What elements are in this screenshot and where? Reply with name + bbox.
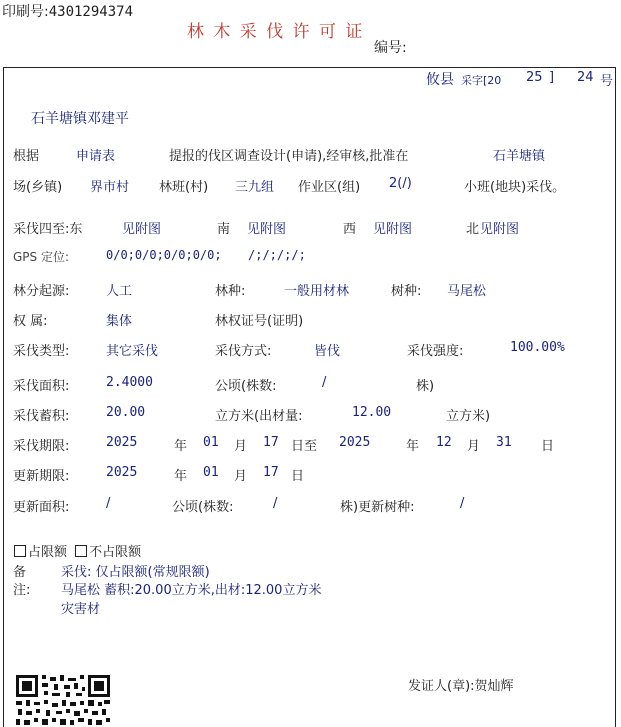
boundary-south-label: 南 <box>217 222 231 237</box>
cutting-method-label: 采伐方式: <box>215 344 272 359</box>
period-start-year: 2025 <box>106 435 138 450</box>
permit-county: 攸县 <box>426 72 454 88</box>
renew-year-unit: 年 <box>174 469 188 484</box>
period-start-month: 01 <box>203 435 219 450</box>
print-number-label: 印刷号: <box>2 4 49 20</box>
basis-doc: 申请表 <box>76 149 116 164</box>
period-end-day: 31 <box>496 435 512 450</box>
not-occupy-quota-label: 不占限额 <box>89 545 142 560</box>
field-label: 场(乡镇) <box>13 180 63 195</box>
subclass-label: 小班(地块)采伐。 <box>464 180 566 195</box>
boundary-south: 见附图 <box>247 222 287 237</box>
cutting-method-value: 皆伐 <box>314 344 341 359</box>
not-occupy-quota-checkbox[interactable] <box>75 545 87 557</box>
permit-number: 24 <box>577 70 594 85</box>
period-start-day: 17 <box>263 435 279 450</box>
gps-value-1: 0/0;0/0;0/0;0/0; <box>106 248 222 262</box>
period-start-month-unit: 月 <box>234 439 248 454</box>
applicant-name: 石羊塘镇邓建平 <box>31 111 129 127</box>
boundary-west-label: 西 <box>343 222 357 237</box>
boundary-north-label: 北 <box>466 222 480 237</box>
period-end-year: 2025 <box>339 435 371 450</box>
remarks-label-2: 注: <box>13 583 31 598</box>
renew-species-value: / <box>460 496 465 511</box>
print-number-row <box>2 1 133 21</box>
remarks-label-1: 备 <box>13 565 27 580</box>
area-value: 2(/) <box>389 176 412 191</box>
origin-label: 林分起源: <box>13 284 70 299</box>
period-to-label: 日至 <box>291 439 318 454</box>
period-end-month-unit: 月 <box>467 439 481 454</box>
permit-year: 25 <box>526 70 543 85</box>
cutting-area-value: 2.4000 <box>106 375 153 390</box>
species-value: 马尾松 <box>447 284 487 299</box>
renew-tree-count: / <box>273 496 278 511</box>
boundary-north: 见附图 <box>480 222 520 237</box>
occupy-quota-label: 占限额 <box>28 545 68 560</box>
permit-suffix: 号 <box>600 74 614 89</box>
issuer-signature: 发证人(章):贺灿辉 <box>408 679 514 694</box>
basis-label: 根据 <box>13 149 40 164</box>
cutting-area-label: 采伐面积: <box>13 379 70 394</box>
gps-label: GPS 定位: <box>13 250 70 264</box>
cutting-intensity-value: 100.00% <box>510 340 565 355</box>
forest-type-value: 一般用材林 <box>284 284 350 299</box>
period-start-year-unit: 年 <box>174 439 188 454</box>
renew-day: 17 <box>263 465 279 480</box>
forest-cert-label: 林权证号(证明) <box>215 314 304 329</box>
permit-frame <box>3 67 616 727</box>
origin-value: 人工 <box>106 284 133 299</box>
renew-day-unit: 日 <box>291 469 305 484</box>
serial-label: 编号: <box>374 40 407 56</box>
group-value: 三九组 <box>235 180 275 195</box>
cutting-type-label: 采伐类型: <box>13 344 70 359</box>
cutting-intensity-label: 采伐强度: <box>407 344 464 359</box>
boundary-east: 见附图 <box>122 222 162 237</box>
quota-row <box>14 541 141 560</box>
gps-value-2: /;/;/;/; <box>248 248 306 262</box>
cutting-volume-unit: 立方米(出材量: <box>215 409 303 424</box>
qr-code-graphic <box>16 675 110 725</box>
period-end-day-unit: 日 <box>541 439 555 454</box>
renew-area-value: / <box>106 496 111 511</box>
forest-class-label: 林班(村) <box>159 180 209 195</box>
qr-code <box>16 675 110 725</box>
renew-period-label: 更新期限: <box>13 469 70 484</box>
cutting-type-value: 其它采伐 <box>106 344 159 359</box>
cutting-volume-value: 20.00 <box>106 405 146 420</box>
period-end-month: 12 <box>436 435 452 450</box>
print-number-value: 4301294374 <box>48 4 134 20</box>
timber-volume-value: 12.00 <box>352 405 392 420</box>
ownership-label: 权 属: <box>13 314 48 329</box>
renew-area-label: 更新面积: <box>13 500 70 515</box>
cutting-count-unit: 株) <box>416 379 435 394</box>
basis-text: 提报的伐区调查设计(申请),经审核,批准在 <box>169 149 409 164</box>
forest-type-label: 林种: <box>215 284 246 299</box>
boundary-east-label: 采伐四至:东 <box>13 222 83 237</box>
remarks-line-1: 采伐: 仅占限额(常规限额) <box>61 565 210 580</box>
permit-prefix: 采字[20 <box>461 74 502 87</box>
cutting-period-label: 采伐期限: <box>13 439 70 454</box>
timber-volume-unit: 立方米) <box>446 409 491 424</box>
cutting-area-unit: 公顷(株数: <box>215 379 277 394</box>
period-end-year-unit: 年 <box>406 439 420 454</box>
area-label: 作业区(组) <box>298 180 361 195</box>
document-title: 林 木 采 伐 许 可 证 <box>187 22 365 42</box>
village-value: 界市村 <box>90 180 130 195</box>
cutting-volume-label: 采伐蓄积: <box>13 409 70 424</box>
renew-year: 2025 <box>106 465 138 480</box>
basis-town: 石羊塘镇 <box>493 149 546 164</box>
remarks-line-2: 马尾松 蓄积:20.00立方米,出材:12.00立方米 <box>61 583 322 598</box>
occupy-quota-checkbox[interactable] <box>14 545 26 557</box>
cutting-tree-count: / <box>322 375 327 390</box>
renew-species-label: 株)更新树种: <box>340 500 415 515</box>
renew-month: 01 <box>203 465 219 480</box>
renew-area-unit: 公顷(株数: <box>172 500 234 515</box>
permit-bracket: ] <box>549 70 555 85</box>
ownership-value: 集体 <box>106 314 133 329</box>
boundary-west: 见附图 <box>373 222 413 237</box>
species-label: 树种: <box>391 284 422 299</box>
remarks-line-3: 灾害材 <box>61 602 101 617</box>
renew-month-unit: 月 <box>234 469 248 484</box>
